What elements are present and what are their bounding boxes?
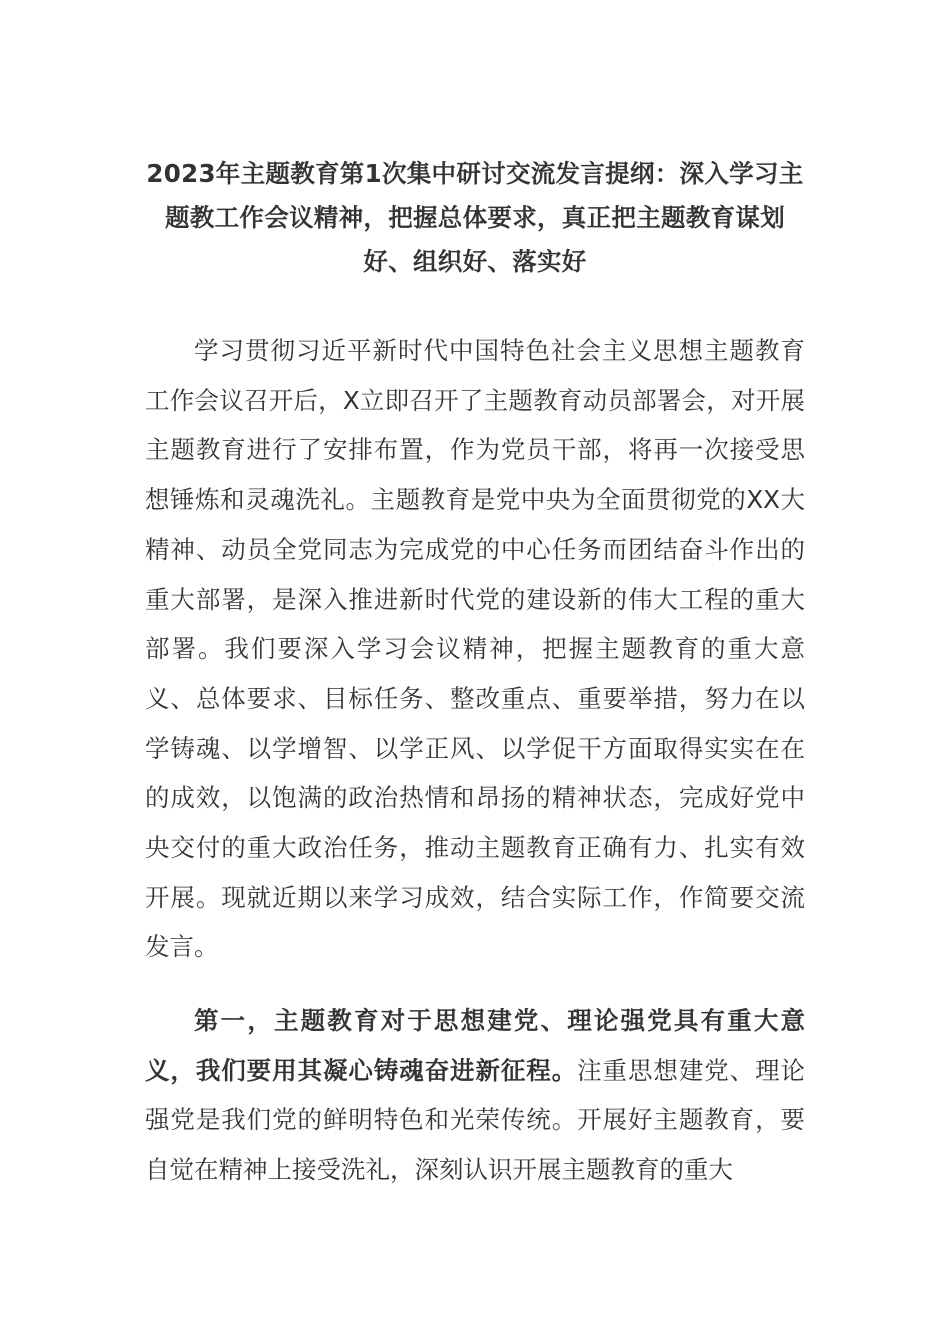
document-title: 2023年主题教育第1次集中研讨交流发言提纲：深入学习主题教工作会议精神，把握总体要求，真正把主题教育谋划好、组织好、落实好 [146, 159, 804, 276]
first-point-paragraph [145, 996, 805, 1195]
intro-paragraph [145, 326, 805, 972]
first-point-heading: 第一，主题教育对于思想建党、理论强党具有重大意义，我们要用其凝心铸魂奋进新征程。 [145, 1006, 805, 1085]
first-point-text: 注重思想建党、理论强党是我们党的鲜明特色和光荣传统。开展好主题教育，要自觉在精神上接受洗礼，深刻认识开展主题教育的重大 [145, 1055, 805, 1185]
intro-paragraph-text: 学习贯彻习近平新时代中国特色社会主义思想主题教育工作会议召开后，X立即召开了主题教育动员部署会，对开展主题教育进行了安排布置，作为党员干部，将再一次接受思想锤炼和灵魂洗礼。主题教育是党中央为全面贯彻党的XX大精神、动员全党同志为完成党的中心任务而团结奋斗作出的重大部署，是深入推进新时代党的建设新的伟大工程的重大部署。我们要深入学习会议精神，把握主题教育的重大意义、总体要求、目标任务、整改重点、重要举措，努力在以学铸魂、以学增智、以学正风、以学促干方面取得实实在在的成效，以饱满的政治热情和昂扬的精神状态，完成好党中央交付的重大政治任务，推动主题教育正确有力、扎实有效开展。现就近期以来学习成效，结合实际工作，作简要交流发言。 [145, 336, 805, 962]
